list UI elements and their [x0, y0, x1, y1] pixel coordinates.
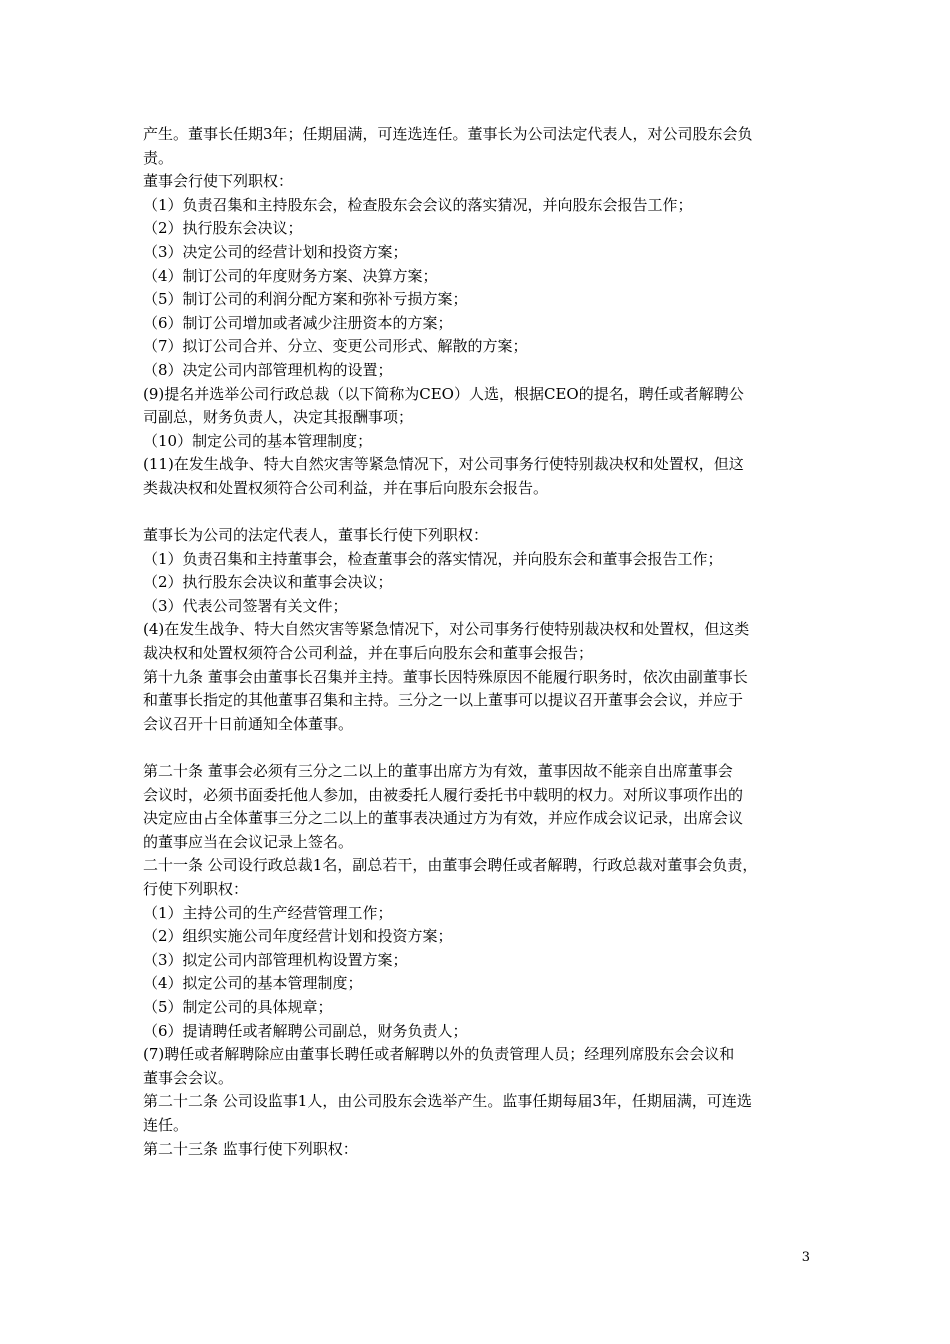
- text-line: 裁决权和处置权须符合公司利益，并在事后向股东会和董事会报告；: [143, 644, 594, 663]
- text-line: 会议时，必须书面委托他人参加，由被委托人履行委托书中载明的权力。对所议事项作出的: [143, 785, 744, 804]
- text-line: （4）制订公司的年度财务方案、决算方案；: [143, 266, 438, 285]
- text-line: （8）决定公司内部管理机构的设置；: [143, 360, 393, 379]
- blank-line: [143, 736, 810, 760]
- text-line: 行使下列职权：: [143, 880, 249, 898]
- text-line: （6）制订公司增加或者减少注册资本的方案；: [143, 313, 453, 332]
- text-line: （1）负责召集和主持董事会，检查董事会的落实情况，并向股东会和董事会报告工作；: [143, 549, 723, 568]
- text-line: 连任。: [143, 1115, 189, 1134]
- text-line: （7）拟订公司合并、分立、变更公司形式、解散的方案；: [143, 337, 528, 356]
- text-line: （4）拟定公司的基本管理制度；: [143, 974, 363, 993]
- text-line: （6）提请聘任或者解聘公司副总，财务负责人；: [143, 1021, 468, 1040]
- text-line: 董事会会议。: [143, 1068, 234, 1087]
- text-line: （2）执行股东会决议；: [143, 219, 303, 238]
- text-line: 的董事应当在会议记录上签名。: [143, 832, 354, 851]
- text-line: 第二十条 董事会必须有三分之二以上的董事出席方为有效，董事因故不能亲自出席董事会: [143, 762, 733, 781]
- text-line: （1）主持公司的生产经营管理工作；: [143, 903, 393, 922]
- text-line: （2）执行股东会决议和董事会决议；: [143, 573, 393, 592]
- text-line: (11)在发生战争、特大自然灾害等紧急情况下，对公司事务行使特别裁决权和处置权，但这: [143, 455, 744, 474]
- text-line: (9)提名并选举公司行政总裁（以下简称为CEO）人选，根据CEO的提名，聘任或者解聘公: [143, 384, 744, 403]
- blank-line: [143, 501, 810, 525]
- text-line: （3）拟定公司内部管理机构设置方案；: [143, 950, 408, 969]
- text-line: 第二十三条 监事行使下列职权：: [143, 1139, 358, 1158]
- text-line: 二十一条 公司设行政总裁1名，副总若干，由董事会聘任或者解聘，行政总裁对董事会负责，: [143, 856, 758, 875]
- text-line: （10）制定公司的基本管理制度；: [143, 431, 373, 450]
- text-line: 董事会行使下列职权：: [143, 172, 294, 191]
- text-line: （3）代表公司签署有关文件；: [143, 596, 348, 615]
- page-number: 3: [801, 1250, 810, 1265]
- text-line: 决定应由占全体董事三分之二以上的董事表决通过方为有效，并应作成会议记录，出席会议: [143, 809, 744, 828]
- text-line: 第二十二条 公司设监事1人，由公司股东会选举产生。监事任期每届3年，任期届满，可连选: [143, 1092, 752, 1111]
- text-line: （1）负责召集和主持股东会，检查股东会会议的落实猜况，并向股东会报告工作；: [143, 195, 693, 214]
- text-line: 司副总，财务负责人，决定其报酬事项；: [143, 408, 414, 427]
- text-line: 第十九条 董事会由董事长召集并主持。董事长因特殊原因不能履行职务时，依次由副董事长: [143, 667, 748, 686]
- text-line: （3）决定公司的经营计划和投资方案；: [143, 242, 408, 261]
- text-line: （5）制订公司的利润分配方案和弥补亏损方案；: [143, 290, 468, 309]
- text-line: （5）制定公司的具体规章；: [143, 997, 333, 1016]
- text-line: (4)在发生战争、特大自然灾害等紧急情况下，对公司事务行使特别裁决权和处置权，但这类: [143, 620, 750, 639]
- text-line: 会议召开十日前通知全体董事。: [143, 714, 354, 733]
- text-line: 类裁决权和处置权须符合公司利益，并在事后向股东会报告。: [143, 478, 549, 497]
- text-line: （2）组织实施公司年度经营计划和投资方案；: [143, 927, 453, 946]
- text-line: 产生。董事长任期3年；任期届满，可连选连任。董事长为公司法定代表人，对公司股东会负: [143, 125, 753, 143]
- text-line: 责。: [143, 148, 174, 167]
- text-line: 和董事长指定的其他董事召集和主持。三分之一以上董事可以提议召开董事会会议，并应于: [143, 691, 744, 710]
- text-line: 董事长为公司的法定代表人，董事长行使下列职权：: [143, 526, 489, 545]
- document-body: [143, 123, 810, 1161]
- text-line: (7)聘任或者解聘除应由董事长聘任或者解聘以外的负责管理人员；经理列席股东会会议和: [143, 1045, 735, 1064]
